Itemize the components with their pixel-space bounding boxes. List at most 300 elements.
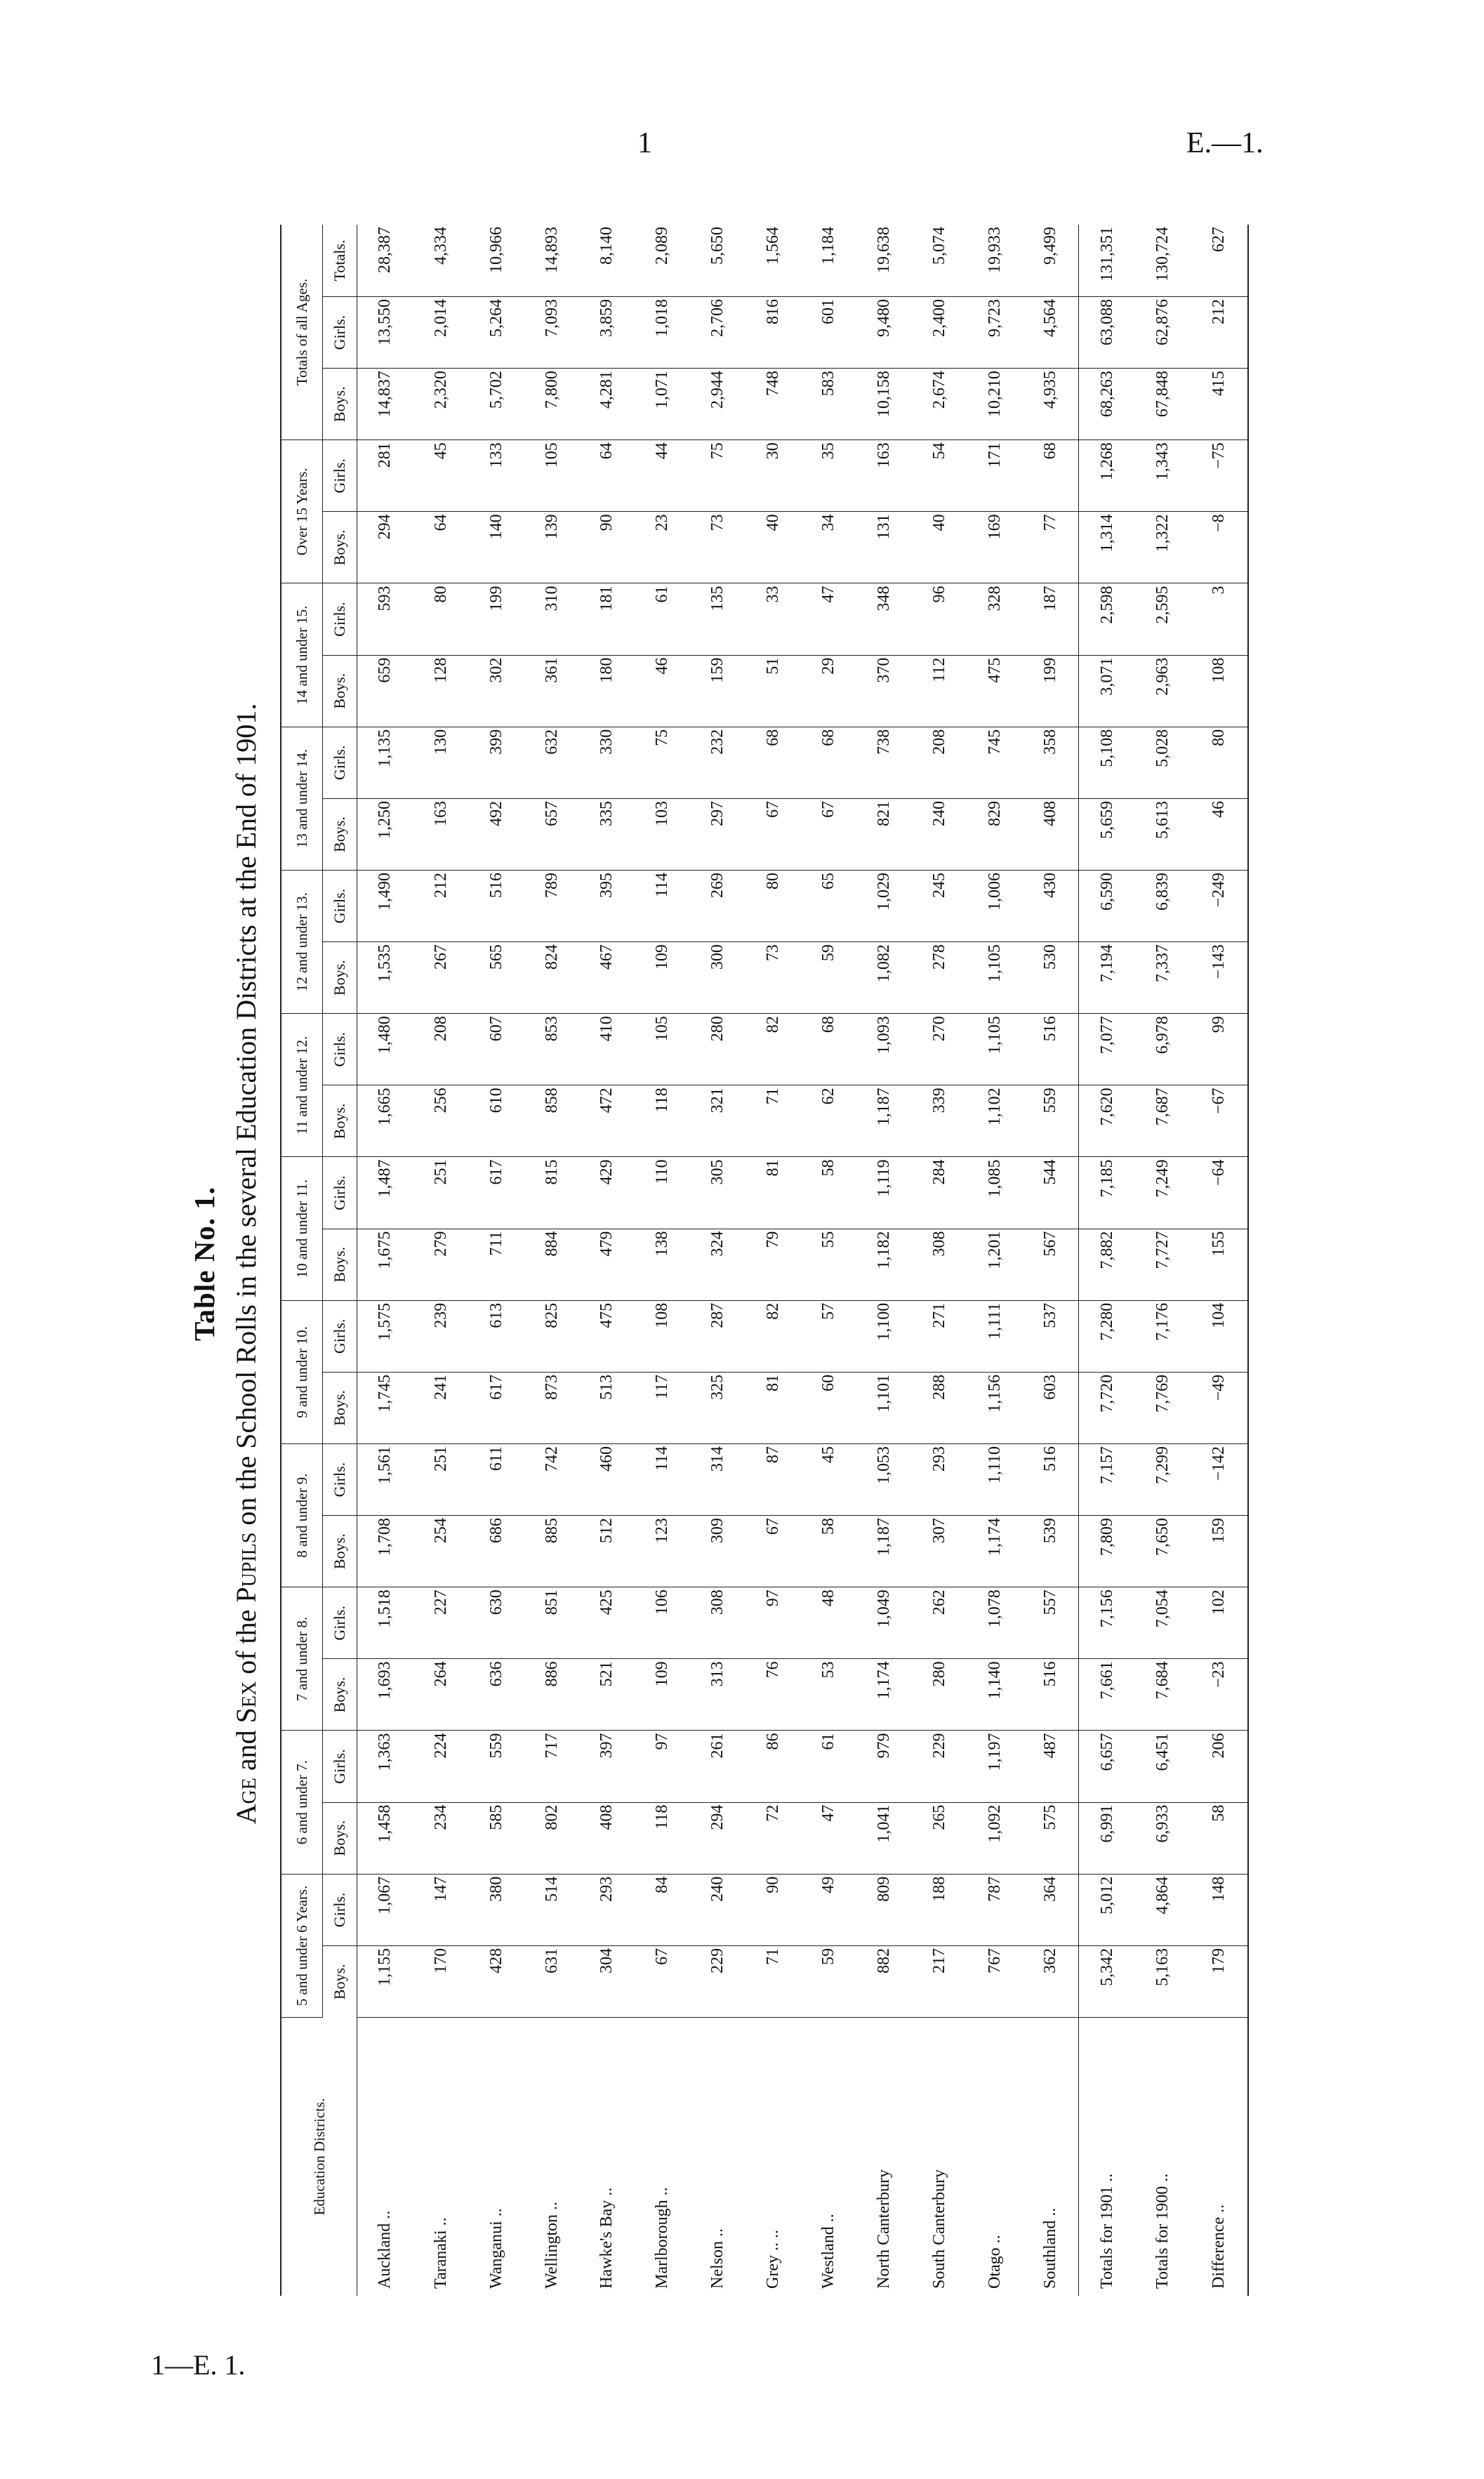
table-cell: 234 (413, 1802, 469, 1874)
table-cell: 1,182 (856, 1229, 912, 1300)
table-row (1079, 225, 1135, 2296)
table-cell: 610 (469, 1085, 524, 1157)
table-cell: −143 (1191, 942, 1248, 1014)
table-cell: 1,250 (357, 798, 413, 870)
district-name: Grey .. .. (764, 2230, 783, 2289)
district-name: Nelson .. (708, 2228, 727, 2289)
table-cell: −142 (1191, 1444, 1248, 1516)
table-cell: −64 (1191, 1157, 1248, 1229)
table-cell: 5,650 (690, 225, 746, 297)
table-cell: 57 (801, 1300, 856, 1372)
table-cell: 1,363 (357, 1731, 413, 1802)
table-cell: 3,071 (1079, 655, 1135, 727)
table-cell: 62 (801, 1085, 856, 1157)
table-cell: 1,155 (357, 1945, 413, 2017)
table-cell: 155 (1191, 1229, 1248, 1300)
table-cell: 68 (801, 727, 856, 798)
table-cell: 787 (967, 1874, 1023, 1945)
table-row (1022, 225, 1078, 2296)
table-row (357, 225, 413, 2296)
table-cell: 163 (856, 440, 912, 512)
table-cell: 68,263 (1079, 369, 1135, 440)
district-name: Taranaki .. (431, 2217, 450, 2289)
table-cell: 75 (690, 440, 746, 512)
table-cell: 467 (579, 942, 635, 1014)
table-cell: 45 (413, 440, 469, 512)
table-cell: 308 (912, 1229, 967, 1300)
table-cell: 631 (524, 1945, 580, 2017)
table-cell: 10,966 (469, 225, 524, 297)
table-cell: 297 (690, 798, 746, 870)
table-cell: 271 (912, 1300, 967, 1372)
table-cell: 33 (746, 583, 801, 655)
table-cell: 7,194 (1079, 942, 1135, 1014)
age-group-header: 7 and under 8. (281, 1587, 323, 1731)
girls-header: Girls. (323, 1731, 357, 1802)
age-group-header: 6 and under 7. (281, 1731, 323, 1874)
age-group-header: 11 and under 12. (281, 1014, 323, 1157)
table-cell: 131 (856, 512, 912, 583)
table-cell: 5,659 (1079, 798, 1135, 870)
table-cell: 254 (413, 1516, 469, 1587)
table-cell: 139 (524, 512, 580, 583)
table-cell: 68 (746, 727, 801, 798)
table-cell: 2,598 (1079, 583, 1135, 655)
table-cell: 170 (413, 1945, 469, 2017)
boys-header: Boys. (323, 369, 357, 440)
girls-header: Girls. (323, 440, 357, 512)
table-cell: 7,156 (1079, 1587, 1135, 1659)
table-cell: 361 (524, 655, 580, 727)
district-name: Difference .. (1191, 2018, 1248, 2296)
table-cell: 1,092 (967, 1802, 1023, 1874)
table-cell: 103 (635, 798, 690, 870)
table-cell: 212 (1191, 297, 1248, 369)
subtitle-sex: Sex (230, 1681, 262, 1724)
table-cell: 1,140 (967, 1659, 1023, 1731)
table-cell: 339 (912, 1085, 967, 1157)
table-cell: −49 (1191, 1372, 1248, 1443)
table-cell: 208 (413, 1014, 469, 1085)
table-cell: 278 (912, 942, 967, 1014)
table-cell: 5,074 (912, 225, 967, 297)
table-cell: 97 (635, 1731, 690, 1802)
table-cell: 613 (469, 1300, 524, 1372)
table-cell: 557 (1022, 1587, 1078, 1659)
table-cell: 395 (579, 871, 635, 942)
table-cell: 240 (912, 798, 967, 870)
table-cell: 1,675 (357, 1229, 413, 1300)
table-cell: 294 (690, 1802, 746, 1874)
district-name: South Canterbury (929, 2169, 948, 2289)
table-cell: 28,387 (357, 225, 413, 297)
table-cell: 6,839 (1135, 871, 1191, 942)
table-cell: 280 (912, 1659, 967, 1731)
district-header: Education Districts. (281, 2018, 357, 2296)
table-cell: 82 (746, 1300, 801, 1372)
table-subtitle (230, 211, 263, 2317)
subtitle-age: Age (230, 1778, 262, 1825)
table-cell: 408 (579, 1802, 635, 1874)
table-cell: 428 (469, 1945, 524, 2017)
table-cell: 1,029 (856, 871, 912, 942)
table-cell: 516 (1022, 1659, 1078, 1731)
table-cell: 251 (413, 1157, 469, 1229)
table-cell: 1,071 (635, 369, 690, 440)
boys-header: Boys. (323, 1802, 357, 1874)
table-cell: 1,105 (967, 1014, 1023, 1085)
table-cell: 7,687 (1135, 1085, 1191, 1157)
table-cell: 294 (357, 512, 413, 583)
table-cell: 7,882 (1079, 1229, 1135, 1300)
age-group-header: Totals of all Ages. (281, 225, 323, 440)
table-cell: 130,724 (1135, 225, 1191, 297)
table-cell: 287 (690, 1300, 746, 1372)
table-cell: 539 (1022, 1516, 1078, 1587)
table-cell: 135 (690, 583, 746, 655)
table-row (469, 225, 524, 2296)
table-cell: 64 (579, 440, 635, 512)
table-cell: 2,674 (912, 369, 967, 440)
table-cell: 5,613 (1135, 798, 1191, 870)
table-cell: 199 (1022, 655, 1078, 727)
table-cell: 1,093 (856, 1014, 912, 1085)
table-cell: 611 (469, 1444, 524, 1516)
girls-header: Girls. (323, 1157, 357, 1229)
table-cell: −67 (1191, 1085, 1248, 1157)
table-cell: 607 (469, 1014, 524, 1085)
table-cell: 6,933 (1135, 1802, 1191, 1874)
table-cell: 1,184 (801, 225, 856, 297)
table-cell: 117 (635, 1372, 690, 1443)
table-cell: 9,499 (1022, 225, 1078, 297)
table-cell: 565 (469, 942, 524, 1014)
table-cell: 279 (413, 1229, 469, 1300)
table-cell: 745 (967, 727, 1023, 798)
table-cell: 487 (1022, 1731, 1078, 1802)
table-cell: 106 (635, 1587, 690, 1659)
table-cell: 686 (469, 1516, 524, 1587)
table-cell: 1,201 (967, 1229, 1023, 1300)
table-cell: −23 (1191, 1659, 1248, 1731)
table-cell: 72 (746, 1802, 801, 1874)
table-cell: 51 (746, 655, 801, 727)
age-group-header: 8 and under 9. (281, 1444, 323, 1587)
table-cell: 1,708 (357, 1516, 413, 1587)
table-cell: 1,480 (357, 1014, 413, 1085)
table-cell: 80 (1191, 727, 1248, 798)
table-cell: 1,535 (357, 942, 413, 1014)
table-cell: 816 (746, 297, 801, 369)
table-cell: 408 (1022, 798, 1078, 870)
table-cell: 313 (690, 1659, 746, 1731)
table-cell: 537 (1022, 1300, 1078, 1372)
table-cell: 5,702 (469, 369, 524, 440)
table-cell: 6,657 (1079, 1731, 1135, 1802)
table-cell: 479 (579, 1229, 635, 1300)
table-cell: 251 (413, 1444, 469, 1516)
table-cell: 7,176 (1135, 1300, 1191, 1372)
table-cell: 415 (1191, 369, 1248, 440)
table-cell: 659 (357, 655, 413, 727)
table-cell: 1,490 (357, 871, 413, 942)
table-cell: 4,935 (1022, 369, 1078, 440)
table-cell: 1,135 (357, 727, 413, 798)
table-cell: 1,174 (967, 1516, 1023, 1587)
table-cell: 179 (1191, 1945, 1248, 2017)
table-cell: 825 (524, 1300, 580, 1372)
table-cell: 585 (469, 1802, 524, 1874)
age-group-header: 5 and under 6 Years. (281, 1874, 323, 2017)
table-cell: 128 (413, 655, 469, 727)
table-cell: 140 (469, 512, 524, 583)
table-cell: 873 (524, 1372, 580, 1443)
table-cell: 717 (524, 1731, 580, 1802)
table-cell: 67,848 (1135, 369, 1191, 440)
table-cell: 7,249 (1135, 1157, 1191, 1229)
table-row (967, 225, 1023, 2296)
table-cell: 53 (801, 1659, 856, 1731)
table-cell: 362 (1022, 1945, 1078, 2017)
table-cell: 29 (801, 655, 856, 727)
subtitle-rest: on the School Rolls in the several Education Districts at the End of 1901. (230, 703, 262, 1533)
girls-header: Girls. (323, 727, 357, 798)
table-row (413, 225, 469, 2296)
table-cell: 110 (635, 1157, 690, 1229)
table-cell: 19,933 (967, 225, 1023, 297)
header-row-age-groups (281, 225, 323, 2296)
age-group-header: 10 and under 11. (281, 1157, 323, 1300)
table-cell: 1,575 (357, 1300, 413, 1372)
table-cell: 742 (524, 1444, 580, 1516)
table-cell: 9,723 (967, 297, 1023, 369)
table-row (1191, 225, 1248, 2296)
footer-code: 1—E. 1. (151, 2349, 246, 2381)
table-cell: 80 (413, 583, 469, 655)
table-cell: 460 (579, 1444, 635, 1516)
age-group-header: 12 and under 13. (281, 871, 323, 1014)
table-cell: 567 (1022, 1229, 1078, 1300)
table-cell: 47 (801, 583, 856, 655)
boys-header: Boys. (323, 512, 357, 583)
table-cell: 114 (635, 1444, 690, 1516)
table-cell: 559 (469, 1731, 524, 1802)
table-cell: 1,343 (1135, 440, 1191, 512)
table-cell: 49 (801, 1874, 856, 1945)
district-name: Otago .. (985, 2235, 1004, 2289)
table-cell: 711 (469, 1229, 524, 1300)
table-cell: 1,006 (967, 871, 1023, 942)
table-row (801, 225, 856, 2296)
girls-header: Girls. (323, 1587, 357, 1659)
table-cell: 6,590 (1079, 871, 1135, 942)
table-cell: 14,837 (357, 369, 413, 440)
table-cell: 815 (524, 1157, 580, 1229)
rotated-table-page (166, 211, 1311, 2317)
table-cell: 1,268 (1079, 440, 1135, 512)
table-cell: 159 (1191, 1516, 1248, 1587)
table-cell: 102 (1191, 1587, 1248, 1659)
table-cell: 7,684 (1135, 1659, 1191, 1731)
table-cell: 4,864 (1135, 1874, 1191, 1945)
table-cell: 227 (413, 1587, 469, 1659)
table-cell: 2,400 (912, 297, 967, 369)
table-cell: 58 (1191, 1802, 1248, 1874)
table-cell: 181 (579, 583, 635, 655)
table-cell: 1,053 (856, 1444, 912, 1516)
table-cell: 370 (856, 655, 912, 727)
table-row (635, 225, 690, 2296)
table-cell: 627 (1191, 225, 1248, 297)
table-row (690, 225, 746, 2296)
header-row-sex (323, 225, 357, 2296)
table-cell: −75 (1191, 440, 1248, 512)
table-cell: 180 (579, 655, 635, 727)
table-cell: 514 (524, 1874, 580, 1945)
table-cell: 1,458 (357, 1802, 413, 1874)
table-cell: 206 (1191, 1731, 1248, 1802)
table-cell: 40 (746, 512, 801, 583)
table-cell: 512 (579, 1516, 635, 1587)
age-group-header: 14 and under 15. (281, 583, 323, 727)
table-cell: 630 (469, 1587, 524, 1659)
table-cell: 1,049 (856, 1587, 912, 1659)
table-cell: 601 (801, 297, 856, 369)
table-cell: 1,100 (856, 1300, 912, 1372)
table-cell: 114 (635, 871, 690, 942)
table-row (856, 225, 912, 2296)
table-cell: 7,185 (1079, 1157, 1135, 1229)
table-cell: 4,564 (1022, 297, 1078, 369)
subtitle-and: and (230, 1723, 262, 1778)
table-cell: 425 (579, 1587, 635, 1659)
table-cell: 1,564 (746, 225, 801, 297)
table-cell: 1,745 (357, 1372, 413, 1443)
table-cell: 7,769 (1135, 1372, 1191, 1443)
page-number: 1 (637, 127, 652, 159)
table-cell: 75 (635, 727, 690, 798)
district-name: Auckland .. (376, 2210, 395, 2289)
table-cell: 492 (469, 798, 524, 870)
girls-header: Girls. (323, 1300, 357, 1372)
table-cell: 34 (801, 512, 856, 583)
table-cell: 293 (912, 1444, 967, 1516)
table-cell: 5,012 (1079, 1874, 1135, 1945)
table-cell: 310 (524, 583, 580, 655)
table-cell: 853 (524, 1014, 580, 1085)
boys-header: Boys. (323, 1945, 357, 2017)
table-cell: 1,314 (1079, 512, 1135, 583)
table-cell: 47 (801, 1802, 856, 1874)
table-cell: 280 (690, 1014, 746, 1085)
table-cell: 5,108 (1079, 727, 1135, 798)
table-row (1135, 225, 1191, 2296)
table-cell: 46 (635, 655, 690, 727)
table-cell: 10,158 (856, 369, 912, 440)
table-cell: 1,197 (967, 1731, 1023, 1802)
table-cell: 212 (413, 871, 469, 942)
table-cell: 109 (635, 1659, 690, 1731)
table-cell: 305 (690, 1157, 746, 1229)
table-cell: 851 (524, 1587, 580, 1659)
table-cell: 90 (579, 512, 635, 583)
table-cell: 245 (912, 871, 967, 942)
table-cell: 824 (524, 942, 580, 1014)
table-cell: 269 (690, 871, 746, 942)
table-cell: 265 (912, 1802, 967, 1874)
table-cell: 358 (1022, 727, 1078, 798)
table-cell: −8 (1191, 512, 1248, 583)
table-cell: 886 (524, 1659, 580, 1731)
table-cell: 138 (635, 1229, 690, 1300)
table-cell: 67 (746, 798, 801, 870)
table-cell: 516 (1022, 1444, 1078, 1516)
table-cell: 229 (690, 1945, 746, 2017)
table-cell: 169 (967, 512, 1023, 583)
table-cell: 217 (912, 1945, 967, 2017)
table-cell: 1,693 (357, 1659, 413, 1731)
table-cell: 544 (1022, 1157, 1078, 1229)
table-cell: 45 (801, 1444, 856, 1516)
district-name: North Canterbury (874, 2169, 893, 2289)
table-cell: 1,102 (967, 1085, 1023, 1157)
table-row (746, 225, 801, 2296)
table-cell: 1,322 (1135, 512, 1191, 583)
table-cell: 516 (1022, 1014, 1078, 1085)
table-cell: 475 (967, 655, 1023, 727)
table-cell: 309 (690, 1516, 746, 1587)
table-cell: 80 (746, 871, 801, 942)
table-cell: 67 (635, 1945, 690, 2017)
table-cell: 240 (690, 1874, 746, 1945)
table-cell: 54 (912, 440, 967, 512)
table-cell: 62,876 (1135, 297, 1191, 369)
table-cell: 789 (524, 871, 580, 942)
table-cell: 108 (635, 1300, 690, 1372)
table-row (579, 225, 635, 2296)
table-cell: 61 (635, 583, 690, 655)
table-cell: 7,299 (1135, 1444, 1191, 1516)
table-cell: 61 (801, 1731, 856, 1802)
table-cell: 239 (413, 1300, 469, 1372)
table-cell: 7,077 (1079, 1014, 1135, 1085)
table-cell: 99 (1191, 1014, 1248, 1085)
table-cell: 208 (912, 727, 967, 798)
table-cell: 241 (413, 1372, 469, 1443)
boys-header: Boys. (323, 1085, 357, 1157)
table-cell: 321 (690, 1085, 746, 1157)
table-cell: 76 (746, 1659, 801, 1731)
table-cell: 105 (635, 1014, 690, 1085)
table-cell: 293 (579, 1874, 635, 1945)
boys-header: Boys. (323, 1659, 357, 1731)
table-cell: 35 (801, 440, 856, 512)
table-cell: 1,487 (357, 1157, 413, 1229)
table-cell: 65 (801, 871, 856, 942)
table-cell: 105 (524, 440, 580, 512)
table-cell: 81 (746, 1372, 801, 1443)
table-cell: 314 (690, 1444, 746, 1516)
table-cell: 325 (690, 1372, 746, 1443)
table-cell: 308 (690, 1587, 746, 1659)
table-cell: 261 (690, 1731, 746, 1802)
table-cell: 617 (469, 1372, 524, 1443)
table-cell: 232 (690, 727, 746, 798)
table-cell: 8,140 (579, 225, 635, 297)
table-cell: 657 (524, 798, 580, 870)
table-cell: 821 (856, 798, 912, 870)
table-cell: 68 (801, 1014, 856, 1085)
